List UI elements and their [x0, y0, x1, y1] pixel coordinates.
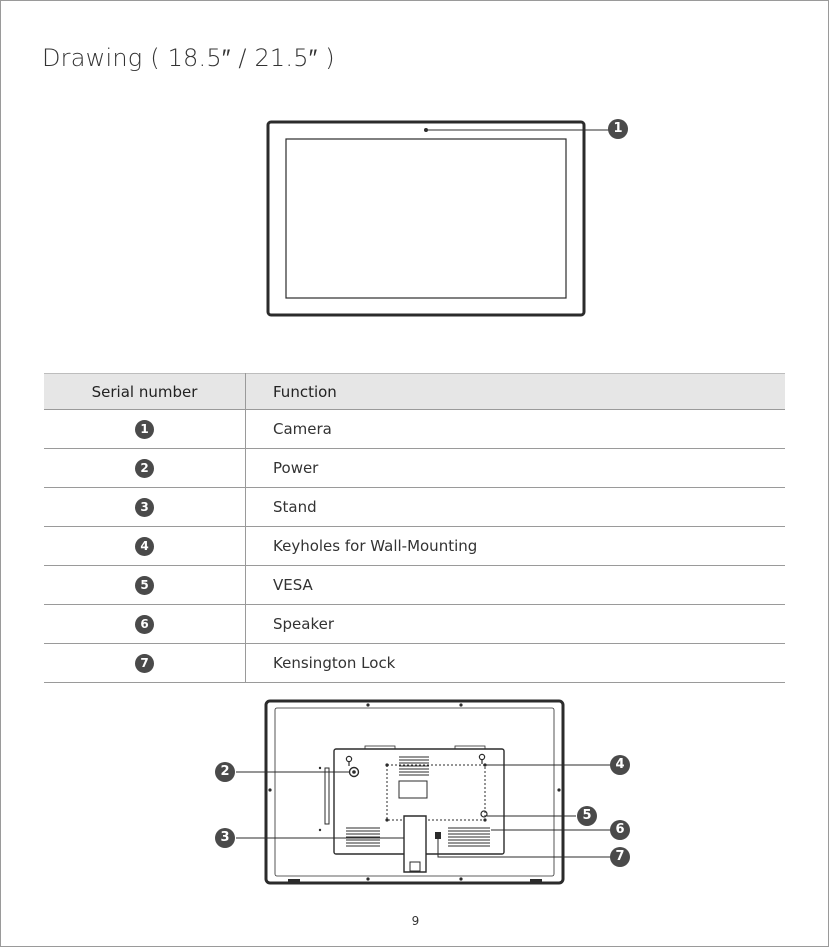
function-cell: Speaker: [246, 605, 786, 644]
serial-badge: 4: [135, 537, 154, 556]
callout-camera: 1: [608, 119, 628, 139]
function-cell: Kensington Lock: [246, 644, 786, 683]
function-cell: VESA: [246, 566, 786, 605]
side-slot: [325, 768, 329, 824]
serial-badge: 5: [135, 576, 154, 595]
kensington-lock-drawing: [435, 832, 441, 839]
header-function: Function: [246, 374, 786, 410]
top-vent-grille: [399, 757, 429, 775]
page-title: Drawing ( 18.5″ / 21.5″ ): [42, 44, 335, 72]
serial-badge: 7: [135, 654, 154, 673]
function-cell: Keyholes for Wall-Mounting: [246, 527, 786, 566]
serial-badge: 2: [135, 459, 154, 478]
callout-power: 2: [215, 762, 235, 782]
callout-speaker: 6: [610, 820, 630, 840]
serial-badge: 6: [135, 615, 154, 634]
serial-badge: 3: [135, 498, 154, 517]
serial-badge: 1: [135, 420, 154, 439]
callout-vesa: 5: [577, 806, 597, 826]
function-cell: Camera: [246, 410, 786, 449]
header-serial-number: Serial number: [44, 374, 246, 410]
page-number: 9: [411, 914, 420, 928]
label-plate: [399, 781, 427, 798]
function-cell: Stand: [246, 488, 786, 527]
callout-keyholes: 4: [610, 755, 630, 775]
callout-kensington: 7: [610, 847, 630, 867]
function-cell: Power: [246, 449, 786, 488]
speaker-grille-right: [448, 828, 490, 846]
speaker-grille-left: [346, 828, 380, 846]
callout-stand: 3: [215, 828, 235, 848]
